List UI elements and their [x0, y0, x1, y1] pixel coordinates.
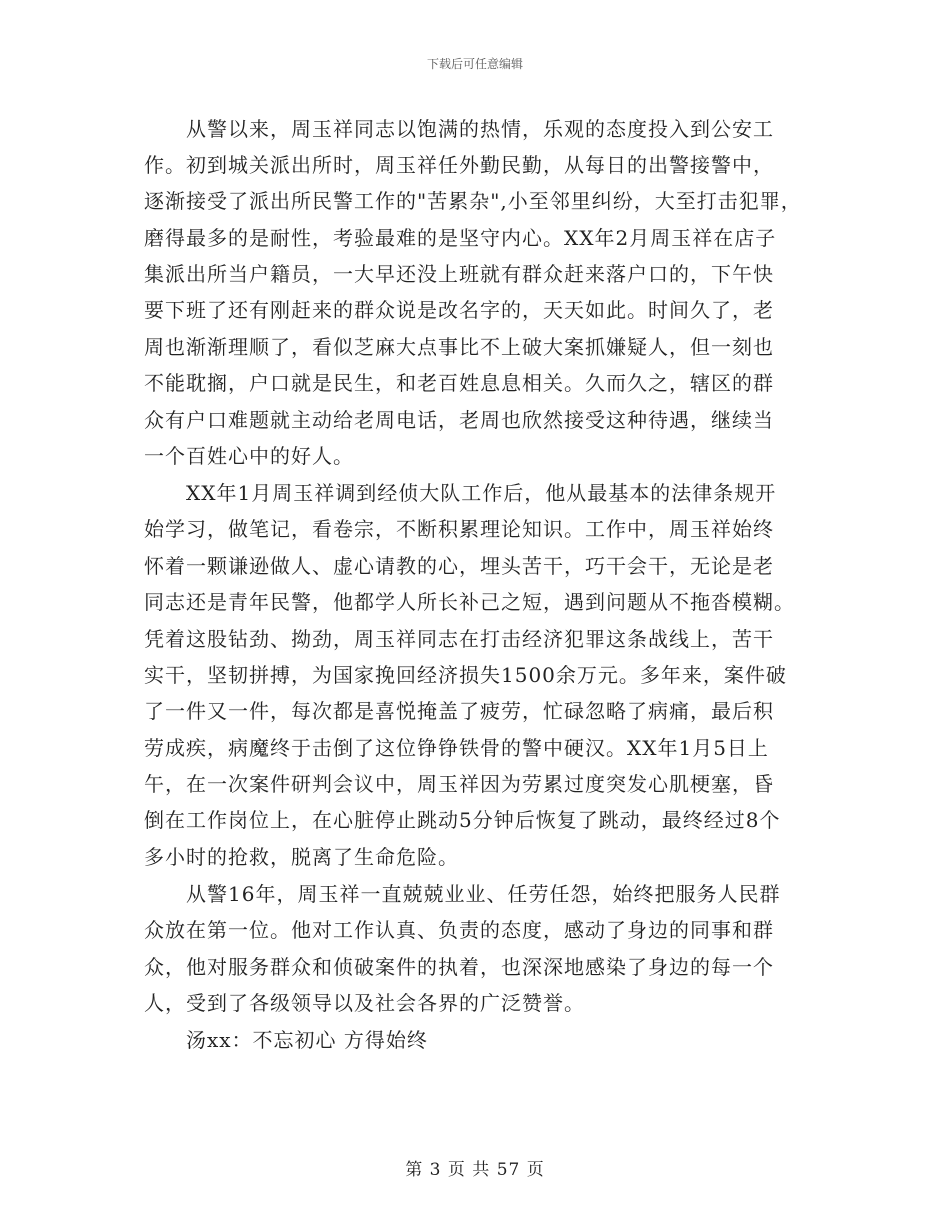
text-line: 周也渐渐理顺了，看似芝麻大点事比不上破大案抓嫌疑人，但一刻也: [144, 335, 774, 359]
text-line: 凭着这股钻劲、拗劲，周玉祥同志在打击经济犯罪这条战线上，苦干: [144, 627, 774, 651]
text-line: 劳成疾，病魔终于击倒了这位铮铮铁骨的警中硬汉。XX年1月5日上: [144, 736, 769, 760]
text-line: 一个百姓心中的好人。: [144, 444, 354, 468]
text-line: 多小时的抢救，脱离了生命危险。: [144, 845, 459, 869]
text-line: 实干，坚韧拼搏，为国家挽回经济损失1500余万元。多年来，案件破: [144, 663, 787, 687]
page-footer: 第 3 页 共 57 页: [405, 1160, 545, 1180]
text-line: XX年1月周玉祥调到经侦大队工作后，他从最基本的法律条规开: [186, 481, 777, 505]
text-line: 始学习，做笔记，看卷宗，不断积累理论知识。工作中，周玉祥始终: [144, 517, 774, 541]
text-line: 倒在工作岗位上，在心脏停止跳动5分钟后恢复了跳动，最终经过8个: [144, 808, 781, 832]
text-line: 同志还是青年民警，他都学人所长补己之短，遇到问题从不拖沓模糊。: [144, 590, 795, 614]
text-line: 众有户口难题就主动给老周电话，老周也欣然接受这种待遇，继续当: [144, 408, 774, 432]
text-line: 了一件又一件，每次都是喜悦掩盖了疲劳，忙碌忽略了病痛，最后积: [144, 699, 774, 723]
page-header: 下载后可任意编辑: [426, 57, 523, 71]
text-line: 众放在第一位。他对工作认真、负责的态度，感动了身边的同事和群: [144, 918, 774, 942]
text-line: 怀着一颗谦逊做人、虚心请教的心，埋头苦干，巧干会干，无论是老: [144, 554, 774, 578]
section-heading: 汤xx：不忘初心 方得始终: [186, 1028, 428, 1052]
text-line: 从警16年，周玉祥一直兢兢业业、任劳任怨，始终把服务人民群: [186, 882, 781, 906]
text-line: 磨得最多的是耐性，考验最难的是坚守内心。XX年2月周玉祥在店子: [144, 226, 777, 250]
text-line: 要下班了还有刚赶来的群众说是改名字的，天天如此。时间久了，老: [144, 298, 774, 322]
text-line: 从警以来，周玉祥同志以饱满的热情，乐观的态度投入到公安工: [186, 117, 774, 141]
text-line: 众，他对服务群众和侦破案件的执着，也深深地感染了身边的每一个: [144, 955, 774, 979]
text-line: 集派出所当户籍员，一大早还没上班就有群众赶来落户口的，下午快: [144, 262, 774, 286]
text-line: 逐渐接受了派出所民警工作的"苦累杂",小至邻里纠纷，大至打击犯罪，: [144, 189, 802, 213]
text-line: 不能耽搁，户口就是民生，和老百姓息息相关。久而久之，辖区的群: [144, 371, 774, 395]
text-line: 作。初到城关派出所时，周玉祥任外勤民勤，从每日的出警接警中，: [144, 153, 774, 177]
text-line: 人，受到了各级领导以及社会各界的广泛赞誉。: [144, 991, 585, 1015]
text-line: 午，在一次案件研判会议中，周玉祥因为劳累过度突发心肌梗塞，昏: [144, 772, 774, 796]
